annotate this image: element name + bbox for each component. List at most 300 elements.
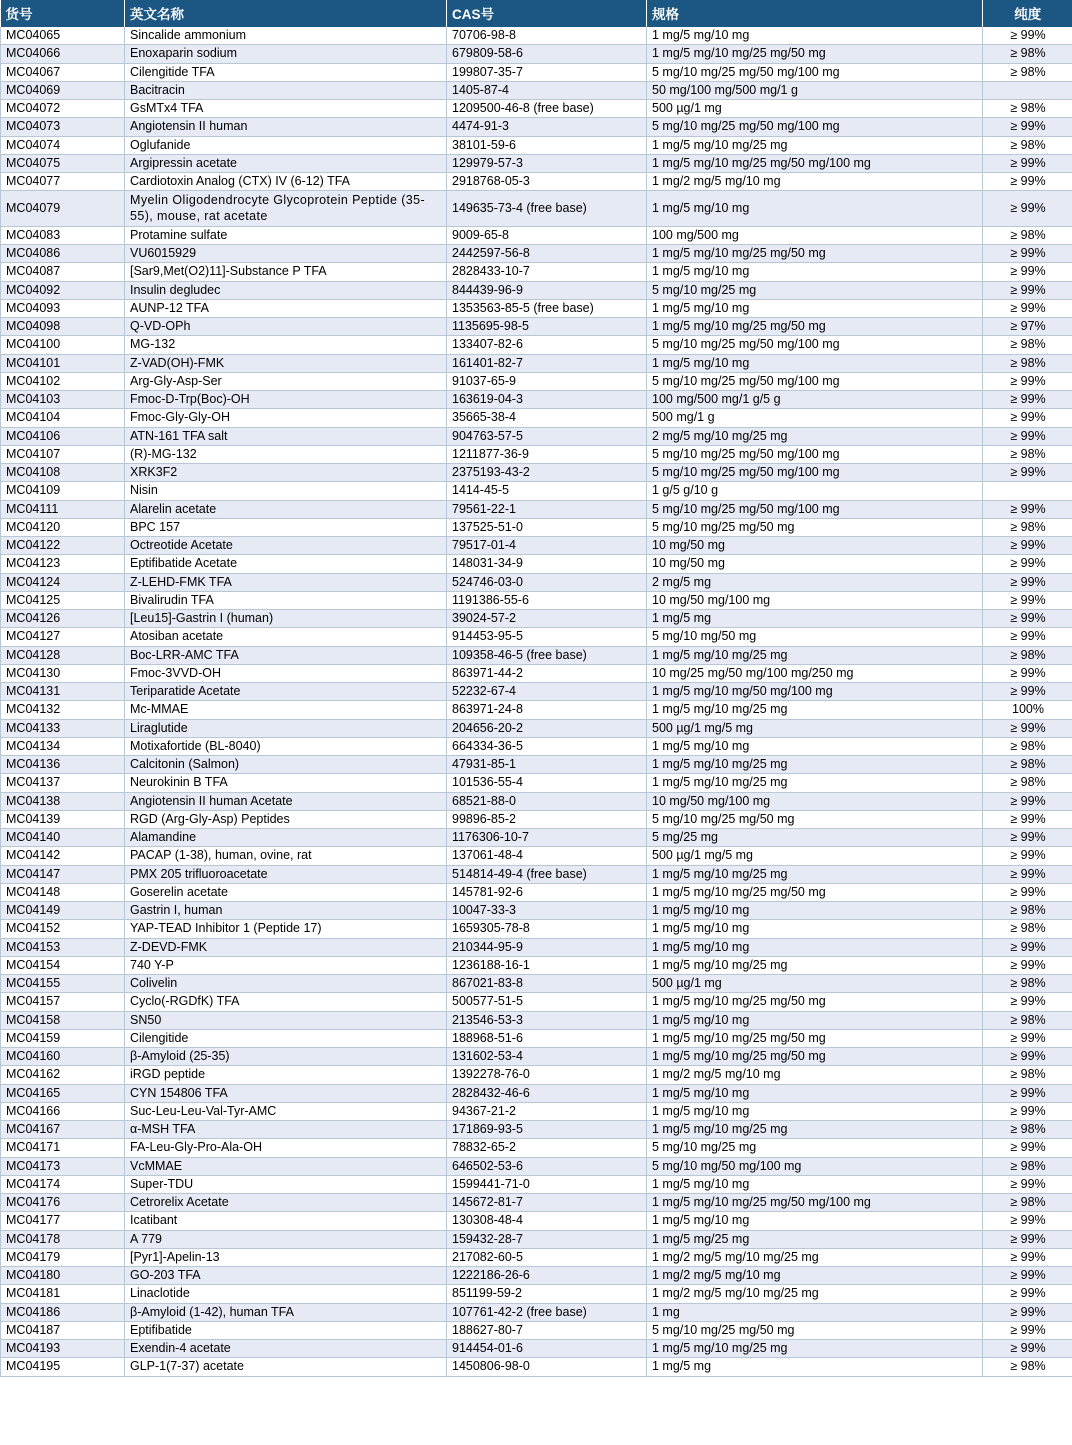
cell-specification: 1 mg/5 mg/10 mg/25 mg	[647, 701, 983, 719]
cell-english-name: Eptifibatide	[125, 1321, 447, 1339]
cell-purity: ≥ 99%	[983, 1267, 1072, 1285]
table-row	[1, 920, 1072, 938]
cell-english-name: Fmoc-D-Trp(Boc)-OH	[125, 391, 447, 409]
cell-specification: 10 mg/50 mg/100 mg	[647, 591, 983, 609]
cell-purity: ≥ 99%	[983, 1321, 1072, 1339]
cell-purity: ≥ 99%	[983, 664, 1072, 682]
cell-specification: 1 mg/5 mg/10 mg	[647, 191, 983, 227]
cell-catalog-number: MC04102	[1, 372, 125, 390]
cell-purity: ≥ 99%	[983, 1084, 1072, 1102]
cell-english-name: [Pyr1]-Apelin-13	[125, 1248, 447, 1266]
cell-catalog-number: MC04179	[1, 1248, 125, 1266]
cell-specification: 1 mg/5 mg/10 mg/25 mg	[647, 136, 983, 154]
table-row	[1, 1011, 1072, 1029]
cell-english-name: Colivelin	[125, 975, 447, 993]
cell-purity: ≥ 99%	[983, 27, 1072, 45]
cell-english-name: Cyclo(-RGDfK) TFA	[125, 993, 447, 1011]
table-row	[1, 518, 1072, 536]
cell-english-name: Neurokinin B TFA	[125, 774, 447, 792]
cell-purity: ≥ 99%	[983, 1230, 1072, 1248]
cell-english-name: Icatibant	[125, 1212, 447, 1230]
cell-purity: 100%	[983, 701, 1072, 719]
cell-english-name: Fmoc-3VVD-OH	[125, 664, 447, 682]
cell-specification: 1 mg/2 mg/5 mg/10 mg/25 mg	[647, 1285, 983, 1303]
cell-specification: 1 mg	[647, 1303, 983, 1321]
cell-catalog-number: MC04177	[1, 1212, 125, 1230]
cell-catalog-number: MC04077	[1, 173, 125, 191]
cell-english-name: Exendin-4 acetate	[125, 1340, 447, 1358]
cell-english-name: Fmoc-Gly-Gly-OH	[125, 409, 447, 427]
cell-english-name: Linaclotide	[125, 1285, 447, 1303]
cell-cas-number: 1209500-46-8 (free base)	[447, 100, 647, 118]
cell-purity: ≥ 99%	[983, 1048, 1072, 1066]
cell-specification: 1 mg/5 mg/10 mg/50 mg/100 mg	[647, 683, 983, 701]
cell-catalog-number: MC04149	[1, 902, 125, 920]
cell-specification: 5 mg/10 mg/50 mg/100 mg	[647, 1157, 983, 1175]
cell-specification: 1 mg/5 mg/10 mg	[647, 737, 983, 755]
cell-specification: 10 mg/50 mg	[647, 555, 983, 573]
cell-catalog-number: MC04147	[1, 865, 125, 883]
cell-english-name: Cilengitide	[125, 1029, 447, 1047]
cell-english-name: Suc-Leu-Leu-Val-Tyr-AMC	[125, 1102, 447, 1120]
table-row	[1, 993, 1072, 1011]
cell-purity: ≥ 99%	[983, 956, 1072, 974]
table-row	[1, 409, 1072, 427]
cell-purity: ≥ 99%	[983, 573, 1072, 591]
table-row	[1, 883, 1072, 901]
cell-cas-number: 217082-60-5	[447, 1248, 647, 1266]
table-row	[1, 810, 1072, 828]
cell-english-name: Super-TDU	[125, 1175, 447, 1193]
table-row	[1, 1194, 1072, 1212]
table-row	[1, 1321, 1072, 1339]
cell-purity: ≥ 99%	[983, 719, 1072, 737]
cell-english-name: Bivalirudin TFA	[125, 591, 447, 609]
table-row	[1, 263, 1072, 281]
cell-purity: ≥ 98%	[983, 975, 1072, 993]
cell-catalog-number: MC04153	[1, 938, 125, 956]
cell-specification: 1 mg/2 mg/5 mg/10 mg/25 mg	[647, 1248, 983, 1266]
cell-purity: ≥ 99%	[983, 154, 1072, 172]
cell-cas-number: 851199-59-2	[447, 1285, 647, 1303]
table-row	[1, 774, 1072, 792]
cell-english-name: Alamandine	[125, 829, 447, 847]
cell-english-name: Myelin Oligodendrocyte Glycoprotein Peptide (35-55), mouse, rat acetate	[125, 191, 447, 227]
cell-catalog-number: MC04122	[1, 537, 125, 555]
cell-purity: ≥ 99%	[983, 1248, 1072, 1266]
cell-specification: 1 mg/5 mg/10 mg	[647, 1011, 983, 1029]
cell-catalog-number: MC04093	[1, 299, 125, 317]
cell-specification: 500 µg/1 mg	[647, 100, 983, 118]
cell-specification: 10 mg/50 mg	[647, 537, 983, 555]
cell-catalog-number: MC04104	[1, 409, 125, 427]
table-row	[1, 719, 1072, 737]
cell-catalog-number: MC04148	[1, 883, 125, 901]
cell-specification: 5 mg/10 mg/25 mg/50 mg/100 mg	[647, 336, 983, 354]
cell-specification: 1 mg/5 mg/10 mg/25 mg	[647, 646, 983, 664]
cell-purity: ≥ 98%	[983, 518, 1072, 536]
cell-purity: ≥ 99%	[983, 993, 1072, 1011]
cell-purity: ≥ 98%	[983, 336, 1072, 354]
cell-catalog-number: MC04106	[1, 427, 125, 445]
cell-cas-number: 904763-57-5	[447, 427, 647, 445]
cell-purity: ≥ 98%	[983, 226, 1072, 244]
cell-specification: 5 mg/10 mg/25 mg	[647, 1139, 983, 1157]
cell-specification: 100 mg/500 mg	[647, 226, 983, 244]
table-row	[1, 27, 1072, 45]
table-header	[1, 0, 1072, 27]
cell-english-name: (R)-MG-132	[125, 445, 447, 463]
table-row	[1, 1267, 1072, 1285]
cell-specification: 1 mg/5 mg/10 mg	[647, 1212, 983, 1230]
table-row	[1, 938, 1072, 956]
cell-cas-number: 1135695-98-5	[447, 318, 647, 336]
table-row	[1, 573, 1072, 591]
cell-cas-number: 137525-51-0	[447, 518, 647, 536]
cell-specification: 1 mg/5 mg/25 mg	[647, 1230, 983, 1248]
cell-purity: ≥ 99%	[983, 883, 1072, 901]
cell-specification: 5 mg/10 mg/25 mg	[647, 281, 983, 299]
cell-catalog-number: MC04167	[1, 1121, 125, 1139]
cell-catalog-number: MC04098	[1, 318, 125, 336]
cell-english-name: Alarelin acetate	[125, 500, 447, 518]
table-header-row	[1, 0, 1072, 27]
cell-catalog-number: MC04181	[1, 1285, 125, 1303]
cell-cas-number: 94367-21-2	[447, 1102, 647, 1120]
cell-catalog-number: MC04124	[1, 573, 125, 591]
cell-purity: ≥ 99%	[983, 191, 1072, 227]
cell-english-name: Motixafortide (BL-8040)	[125, 737, 447, 755]
cell-cas-number: 79517-01-4	[447, 537, 647, 555]
cell-specification: 5 mg/10 mg/25 mg/50 mg/100 mg	[647, 372, 983, 390]
cell-cas-number: 188968-51-6	[447, 1029, 647, 1047]
cell-catalog-number: MC04069	[1, 81, 125, 99]
cell-english-name: β-Amyloid (25-35)	[125, 1048, 447, 1066]
cell-specification: 100 mg/500 mg/1 g/5 g	[647, 391, 983, 409]
cell-specification: 1 mg/2 mg/5 mg/10 mg	[647, 1267, 983, 1285]
cell-catalog-number: MC04073	[1, 118, 125, 136]
cell-catalog-number: MC04075	[1, 154, 125, 172]
table-row	[1, 1084, 1072, 1102]
cell-purity: ≥ 99%	[983, 372, 1072, 390]
cell-cas-number: 1659305-78-8	[447, 920, 647, 938]
cell-english-name: VcMMAE	[125, 1157, 447, 1175]
cell-english-name: α-MSH TFA	[125, 1121, 447, 1139]
cell-english-name: Arg-Gly-Asp-Ser	[125, 372, 447, 390]
table-row	[1, 1285, 1072, 1303]
cell-purity: ≥ 98%	[983, 1011, 1072, 1029]
cell-purity: ≥ 99%	[983, 610, 1072, 628]
table-row	[1, 628, 1072, 646]
cell-catalog-number: MC04087	[1, 263, 125, 281]
cell-cas-number: 914453-95-5	[447, 628, 647, 646]
cell-cas-number: 52232-67-4	[447, 683, 647, 701]
cell-english-name: Octreotide Acetate	[125, 537, 447, 555]
cell-catalog-number: MC04162	[1, 1066, 125, 1084]
cell-catalog-number: MC04193	[1, 1340, 125, 1358]
cell-catalog-number: MC04174	[1, 1175, 125, 1193]
cell-purity: ≥ 99%	[983, 118, 1072, 136]
cell-cas-number: 39024-57-2	[447, 610, 647, 628]
cell-specification: 500 µg/1 mg/5 mg	[647, 719, 983, 737]
cell-purity: ≥ 99%	[983, 427, 1072, 445]
cell-specification: 5 mg/10 mg/25 mg/50 mg	[647, 1321, 983, 1339]
table-row	[1, 336, 1072, 354]
cell-catalog-number: MC04086	[1, 245, 125, 263]
table-row	[1, 464, 1072, 482]
cell-english-name: Z-VAD(OH)-FMK	[125, 354, 447, 372]
cell-specification: 5 mg/10 mg/25 mg/50 mg/100 mg	[647, 445, 983, 463]
cell-cas-number: 145781-92-6	[447, 883, 647, 901]
cell-purity: ≥ 99%	[983, 683, 1072, 701]
table-row	[1, 610, 1072, 628]
table-row	[1, 646, 1072, 664]
cell-catalog-number: MC04120	[1, 518, 125, 536]
table-row	[1, 1340, 1072, 1358]
table-row	[1, 1066, 1072, 1084]
cell-catalog-number: MC04133	[1, 719, 125, 737]
cell-purity: ≥ 99%	[983, 281, 1072, 299]
cell-purity: ≥ 98%	[983, 1066, 1072, 1084]
cell-specification: 1 mg/5 mg/10 mg/25 mg/50 mg/100 mg	[647, 154, 983, 172]
cell-catalog-number: MC04142	[1, 847, 125, 865]
cell-cas-number: 107761-42-2 (free base)	[447, 1303, 647, 1321]
cell-catalog-number: MC04166	[1, 1102, 125, 1120]
cell-english-name: XRK3F2	[125, 464, 447, 482]
cell-purity: ≥ 98%	[983, 100, 1072, 118]
cell-specification: 1 mg/5 mg/10 mg/25 mg	[647, 865, 983, 883]
table-row	[1, 792, 1072, 810]
table-row	[1, 1029, 1072, 1047]
table-row	[1, 154, 1072, 172]
cell-purity: ≥ 99%	[983, 847, 1072, 865]
cell-english-name: Eptifibatide Acetate	[125, 555, 447, 573]
column-header-catalog-number: 货号	[1, 0, 125, 27]
cell-catalog-number: MC04101	[1, 354, 125, 372]
cell-cas-number: 148031-34-9	[447, 555, 647, 573]
cell-catalog-number: MC04178	[1, 1230, 125, 1248]
cell-specification: 5 mg/10 mg/25 mg/50 mg/100 mg	[647, 464, 983, 482]
cell-purity: ≥ 99%	[983, 1029, 1072, 1047]
cell-specification: 1 mg/5 mg/10 mg/25 mg/50 mg	[647, 1048, 983, 1066]
cell-cas-number: 131602-53-4	[447, 1048, 647, 1066]
cell-catalog-number: MC04155	[1, 975, 125, 993]
cell-specification: 1 mg/5 mg/10 mg/25 mg	[647, 1340, 983, 1358]
cell-english-name: Mc-MMAE	[125, 701, 447, 719]
cell-purity: ≥ 99%	[983, 299, 1072, 317]
cell-purity: ≥ 98%	[983, 1121, 1072, 1139]
cell-cas-number: 867021-83-8	[447, 975, 647, 993]
cell-english-name: Sincalide ammonium	[125, 27, 447, 45]
cell-catalog-number: MC04130	[1, 664, 125, 682]
cell-specification: 1 mg/2 mg/5 mg/10 mg	[647, 173, 983, 191]
cell-catalog-number: MC04158	[1, 1011, 125, 1029]
table-row	[1, 1230, 1072, 1248]
table-row	[1, 354, 1072, 372]
table-row	[1, 737, 1072, 755]
cell-cas-number: 863971-44-2	[447, 664, 647, 682]
table-row	[1, 902, 1072, 920]
cell-catalog-number: MC04173	[1, 1157, 125, 1175]
cell-specification: 5 mg/25 mg	[647, 829, 983, 847]
cell-purity: ≥ 98%	[983, 774, 1072, 792]
table-row	[1, 81, 1072, 99]
cell-cas-number: 1405-87-4	[447, 81, 647, 99]
cell-cas-number: 914454-01-6	[447, 1340, 647, 1358]
cell-specification: 2 mg/5 mg	[647, 573, 983, 591]
cell-catalog-number: MC04125	[1, 591, 125, 609]
table-row	[1, 865, 1072, 883]
cell-catalog-number: MC04187	[1, 1321, 125, 1339]
table-row	[1, 1303, 1072, 1321]
cell-specification: 1 mg/5 mg/10 mg/25 mg	[647, 1121, 983, 1139]
cell-specification: 500 mg/1 g	[647, 409, 983, 427]
table-row	[1, 45, 1072, 63]
cell-cas-number: 9009-65-8	[447, 226, 647, 244]
cell-specification: 1 mg/5 mg/10 mg	[647, 354, 983, 372]
cell-english-name: GO-203 TFA	[125, 1267, 447, 1285]
cell-catalog-number: MC04139	[1, 810, 125, 828]
cell-specification: 5 mg/10 mg/25 mg/50 mg/100 mg	[647, 500, 983, 518]
cell-specification: 1 mg/5 mg/10 mg/25 mg	[647, 956, 983, 974]
cell-purity: ≥ 99%	[983, 1139, 1072, 1157]
cell-cas-number: 47931-85-1	[447, 756, 647, 774]
cell-catalog-number: MC04100	[1, 336, 125, 354]
cell-purity: ≥ 99%	[983, 555, 1072, 573]
cell-purity: ≥ 99%	[983, 1340, 1072, 1358]
cell-catalog-number: MC04067	[1, 63, 125, 81]
cell-cas-number: 188627-80-7	[447, 1321, 647, 1339]
table-row	[1, 427, 1072, 445]
cell-catalog-number: MC04159	[1, 1029, 125, 1047]
cell-catalog-number: MC04171	[1, 1139, 125, 1157]
cell-cas-number: 4474-91-3	[447, 118, 647, 136]
table-row	[1, 537, 1072, 555]
cell-catalog-number: MC04109	[1, 482, 125, 500]
cell-catalog-number: MC04154	[1, 956, 125, 974]
cell-english-name: 740 Y-P	[125, 956, 447, 974]
cell-english-name: Z-LEHD-FMK TFA	[125, 573, 447, 591]
cell-purity: ≥ 99%	[983, 591, 1072, 609]
cell-specification: 1 mg/5 mg/10 mg	[647, 27, 983, 45]
cell-cas-number: 1236188-16-1	[447, 956, 647, 974]
cell-specification: 500 µg/1 mg	[647, 975, 983, 993]
table-row	[1, 756, 1072, 774]
cell-cas-number: 159432-28-7	[447, 1230, 647, 1248]
table-row	[1, 555, 1072, 573]
cell-specification: 1 mg/5 mg/10 mg	[647, 299, 983, 317]
table-row	[1, 975, 1072, 993]
cell-purity	[983, 482, 1072, 500]
table-row	[1, 664, 1072, 682]
cell-cas-number: 1211877-36-9	[447, 445, 647, 463]
cell-english-name: Atosiban acetate	[125, 628, 447, 646]
cell-specification: 1 mg/5 mg/10 mg/25 mg/50 mg	[647, 318, 983, 336]
cell-specification: 2 mg/5 mg/10 mg/25 mg	[647, 427, 983, 445]
cell-catalog-number: MC04072	[1, 100, 125, 118]
table-row	[1, 245, 1072, 263]
cell-specification: 1 mg/5 mg/10 mg/25 mg/50 mg	[647, 1029, 983, 1047]
table-row	[1, 63, 1072, 81]
cell-specification: 1 mg/2 mg/5 mg/10 mg	[647, 1066, 983, 1084]
cell-purity: ≥ 98%	[983, 737, 1072, 755]
cell-english-name: Cetrorelix Acetate	[125, 1194, 447, 1212]
cell-cas-number: 1353563-85-5 (free base)	[447, 299, 647, 317]
cell-cas-number: 524746-03-0	[447, 573, 647, 591]
cell-english-name: A 779	[125, 1230, 447, 1248]
table-row	[1, 683, 1072, 701]
cell-english-name: Enoxaparin sodium	[125, 45, 447, 63]
cell-english-name: Calcitonin (Salmon)	[125, 756, 447, 774]
table-row	[1, 318, 1072, 336]
cell-cas-number: 199807-35-7	[447, 63, 647, 81]
cell-catalog-number: MC04140	[1, 829, 125, 847]
cell-english-name: ATN-161 TFA salt	[125, 427, 447, 445]
cell-english-name: PACAP (1-38), human, ovine, rat	[125, 847, 447, 865]
cell-cas-number: 161401-82-7	[447, 354, 647, 372]
cell-english-name: Liraglutide	[125, 719, 447, 737]
cell-catalog-number: MC04165	[1, 1084, 125, 1102]
cell-specification: 1 mg/5 mg/10 mg	[647, 920, 983, 938]
cell-purity	[983, 81, 1072, 99]
cell-cas-number: 70706-98-8	[447, 27, 647, 45]
table-row	[1, 118, 1072, 136]
cell-specification: 10 mg/50 mg/100 mg	[647, 792, 983, 810]
table-row	[1, 299, 1072, 317]
cell-english-name: Z-DEVD-FMK	[125, 938, 447, 956]
cell-english-name: FA-Leu-Gly-Pro-Ala-OH	[125, 1139, 447, 1157]
cell-specification: 1 mg/5 mg/10 mg/25 mg/50 mg/100 mg	[647, 1194, 983, 1212]
cell-cas-number: 101536-55-4	[447, 774, 647, 792]
cell-english-name: β-Amyloid (1-42), human TFA	[125, 1303, 447, 1321]
cell-cas-number: 1450806-98-0	[447, 1358, 647, 1376]
cell-cas-number: 1599441-71-0	[447, 1175, 647, 1193]
cell-cas-number: 213546-53-3	[447, 1011, 647, 1029]
cell-catalog-number: MC04152	[1, 920, 125, 938]
cell-cas-number: 38101-59-6	[447, 136, 647, 154]
cell-english-name: CYN 154806 TFA	[125, 1084, 447, 1102]
cell-cas-number: 137061-48-4	[447, 847, 647, 865]
cell-cas-number: 99896-85-2	[447, 810, 647, 828]
cell-specification: 1 mg/5 mg/10 mg	[647, 1102, 983, 1120]
cell-english-name: Argipressin acetate	[125, 154, 447, 172]
cell-purity: ≥ 98%	[983, 1194, 1072, 1212]
cell-english-name: AUNP-12 TFA	[125, 299, 447, 317]
cell-purity: ≥ 98%	[983, 136, 1072, 154]
table-row	[1, 1139, 1072, 1157]
cell-english-name: Bacitracin	[125, 81, 447, 99]
cell-catalog-number: MC04065	[1, 27, 125, 45]
cell-english-name: Angiotensin II human	[125, 118, 447, 136]
table-row	[1, 1048, 1072, 1066]
table-row	[1, 391, 1072, 409]
column-header-english-name: 英文名称	[125, 0, 447, 27]
cell-cas-number: 844439-96-9	[447, 281, 647, 299]
cell-english-name: MG-132	[125, 336, 447, 354]
table-body	[1, 27, 1072, 1376]
cell-cas-number: 171869-93-5	[447, 1121, 647, 1139]
cell-specification: 1 mg/5 mg/10 mg	[647, 1175, 983, 1193]
cell-catalog-number: MC04123	[1, 555, 125, 573]
table-row	[1, 1358, 1072, 1376]
table-row	[1, 847, 1072, 865]
cell-catalog-number: MC04107	[1, 445, 125, 463]
cell-cas-number: 210344-95-9	[447, 938, 647, 956]
table-row	[1, 829, 1072, 847]
cell-catalog-number: MC04137	[1, 774, 125, 792]
cell-cas-number: 10047-33-3	[447, 902, 647, 920]
cell-specification: 5 mg/10 mg/25 mg/50 mg/100 mg	[647, 63, 983, 81]
